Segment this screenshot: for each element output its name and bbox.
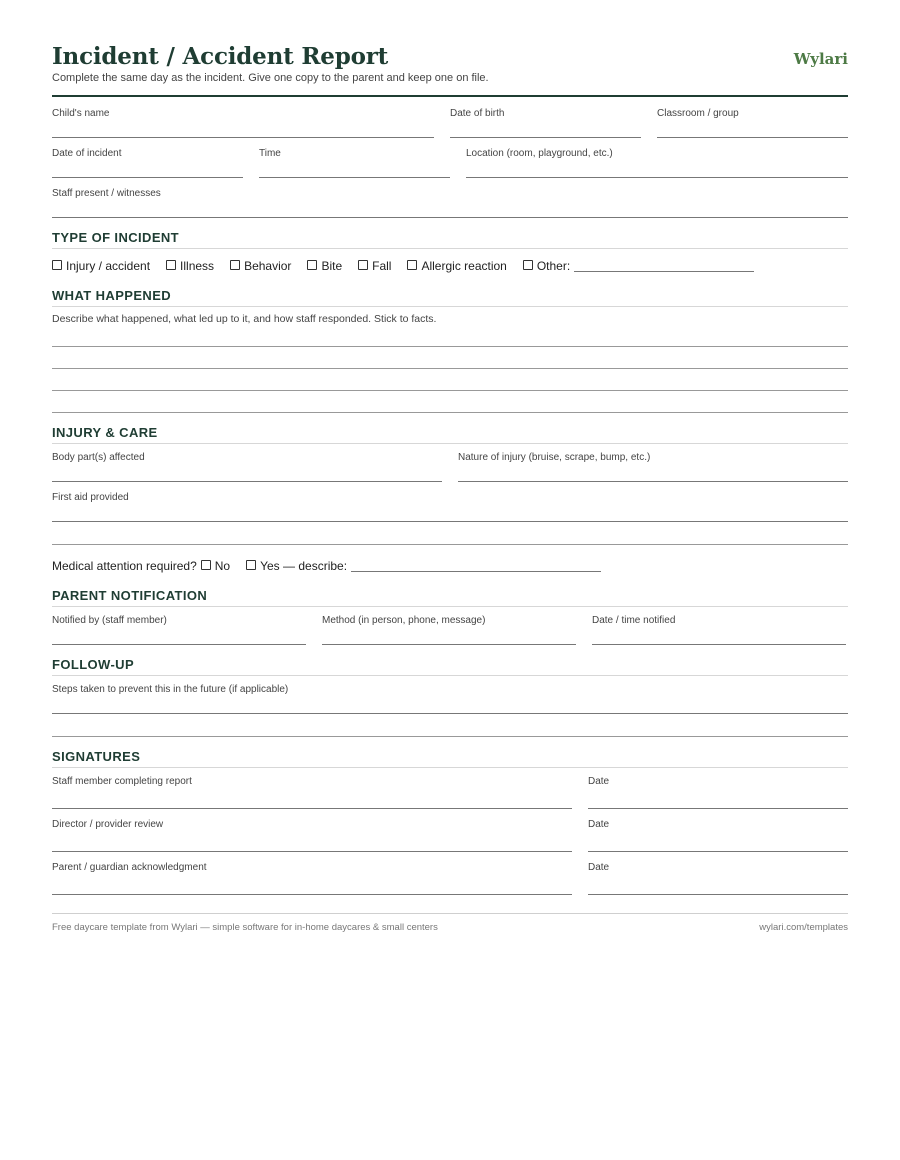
time-field[interactable] [259,148,450,178]
location-field[interactable] [466,148,848,178]
signature-row-parent [52,862,848,895]
option-allergic[interactable] [407,259,506,273]
notified-by-field[interactable] [52,615,306,645]
medical-yes-option[interactable] [246,559,601,573]
staff-date-line[interactable] [588,788,848,809]
option-bite[interactable] [307,259,342,273]
option-injury[interactable] [52,259,150,273]
brand-logo: Wylari [793,50,848,68]
first-aid-line[interactable] [52,504,848,522]
classroom-label: Classroom / group [657,108,739,119]
option-label: Injury / accident [66,259,151,273]
parent-date-field[interactable] [588,862,848,895]
location-label: Location (room, playground, etc.) [466,148,613,159]
describe-line[interactable] [351,561,601,572]
classroom-line[interactable] [657,120,848,138]
body-parts-field[interactable] [52,452,442,482]
option-label: Fall [372,259,392,273]
checkbox-icon[interactable] [407,260,417,270]
medical-attention-row [52,559,848,573]
staff-signature-line[interactable] [52,788,572,809]
checkbox-icon[interactable] [166,260,176,270]
date-incident-line[interactable] [52,160,243,178]
checkbox-icon[interactable] [230,260,240,270]
child-info-row-3 [52,188,848,218]
footer-credit: Free daycare template from Wylari — simple software for in-home daycares & small centers [52,922,438,933]
checkbox-icon[interactable] [201,560,211,570]
what-happened-hint: Describe what happened, what led up to it, and how staff responded. Stick to facts. [52,313,437,325]
writing-line[interactable] [52,347,848,369]
checkbox-icon[interactable] [307,260,317,270]
no-label: No [214,559,231,573]
child-info-row-2 [52,148,848,178]
notified-by-label: Notified by (staff member) [52,615,167,626]
injury-care-heading: INJURY & CARE [52,425,848,444]
staff-present-label: Staff present / witnesses [52,188,161,199]
checkbox-icon[interactable] [523,260,533,270]
date-time-field[interactable] [592,615,846,645]
dob-field[interactable] [450,108,641,138]
writing-line[interactable] [52,522,848,545]
injury-row [52,452,848,482]
writing-line[interactable] [52,714,848,737]
option-other[interactable] [523,259,754,273]
child-name-field[interactable] [52,108,434,138]
option-fall[interactable] [358,259,391,273]
director-signature-label: Director / provider review [52,819,164,830]
first-aid-field[interactable] [52,492,848,522]
option-behavior[interactable] [230,259,291,273]
body-parts-line[interactable] [52,464,442,482]
writing-line[interactable] [52,325,848,347]
body-parts-label: Body part(s) affected [52,452,145,463]
classroom-field[interactable] [657,108,848,138]
child-info-row-1 [52,108,848,138]
director-signature-line[interactable] [52,831,572,852]
dob-line[interactable] [450,120,641,138]
what-happened-heading: WHAT HAPPENED [52,288,848,307]
nature-line[interactable] [458,464,848,482]
parent-date-line[interactable] [588,874,848,895]
date-incident-label: Date of incident [52,148,122,159]
notified-by-line[interactable] [52,627,306,645]
director-date-line[interactable] [588,831,848,852]
date-incident-field[interactable] [52,148,243,178]
yes-label: Yes — describe: [260,559,348,573]
dob-label: Date of birth [450,108,505,119]
signatures-heading: SIGNATURES [52,749,848,768]
parent-notification-heading: PARENT NOTIFICATION [52,588,848,607]
child-name-label: Child's name [52,108,110,119]
method-field[interactable] [322,615,576,645]
other-line[interactable] [574,261,754,272]
signature-row-staff [52,776,848,809]
staff-present-line[interactable] [52,200,848,218]
time-label: Time [259,148,281,159]
option-illness[interactable] [166,259,214,273]
date-time-line[interactable] [592,627,846,645]
nature-field[interactable] [458,452,848,482]
parent-date-label: Date [588,862,610,873]
steps-label: Steps taken to prevent this in the future (if applicable) [52,684,289,695]
parent-signature-label: Parent / guardian acknowledgment [52,862,207,873]
report-page [52,0,848,933]
staff-date-field[interactable] [588,776,848,809]
steps-field[interactable] [52,684,848,714]
option-label: Bite [321,259,343,273]
staff-date-label: Date [588,776,610,787]
page-title: Incident / Accident Report [52,43,389,70]
director-date-field[interactable] [588,819,848,852]
checkbox-icon[interactable] [358,260,368,270]
signature-row-director [52,819,848,852]
time-line[interactable] [259,160,450,178]
medical-question: Medical attention required? [52,559,197,573]
checkbox-icon[interactable] [246,560,256,570]
footer-link[interactable]: wylari.com/templates [759,922,848,933]
option-label: Illness [180,259,215,273]
incident-type-options [52,259,848,273]
method-line[interactable] [322,627,576,645]
page-footer [52,913,848,933]
method-label: Method (in person, phone, message) [322,615,486,626]
director-signature-field[interactable] [52,819,572,852]
report-header [52,44,848,97]
staff-present-field[interactable] [52,188,848,218]
medical-no-option[interactable] [201,559,230,573]
option-label: Other: [536,259,571,273]
follow-up-heading: FOLLOW-UP [52,657,848,676]
parent-notification-row [52,615,848,645]
steps-line[interactable] [52,696,848,714]
type-of-incident-heading: TYPE OF INCIDENT [52,230,848,249]
location-line[interactable] [466,160,848,178]
date-time-label: Date / time notified [592,615,676,626]
option-label: Allergic reaction [421,259,507,273]
child-name-line[interactable] [52,120,434,138]
staff-signature-label: Staff member completing report [52,776,192,787]
nature-label: Nature of injury (bruise, scrape, bump, etc.) [458,452,651,463]
writing-line[interactable] [52,391,848,413]
page-subtitle: Complete the same day as the incident. Give one copy to the parent and keep one on file. [52,72,489,84]
director-date-label: Date [588,819,610,830]
parent-signature-field[interactable] [52,862,572,895]
staff-signature-field[interactable] [52,776,572,809]
checkbox-icon[interactable] [52,260,62,270]
writing-line[interactable] [52,369,848,391]
parent-signature-line[interactable] [52,874,572,895]
first-aid-label: First aid provided [52,492,129,503]
option-label: Behavior [244,259,292,273]
